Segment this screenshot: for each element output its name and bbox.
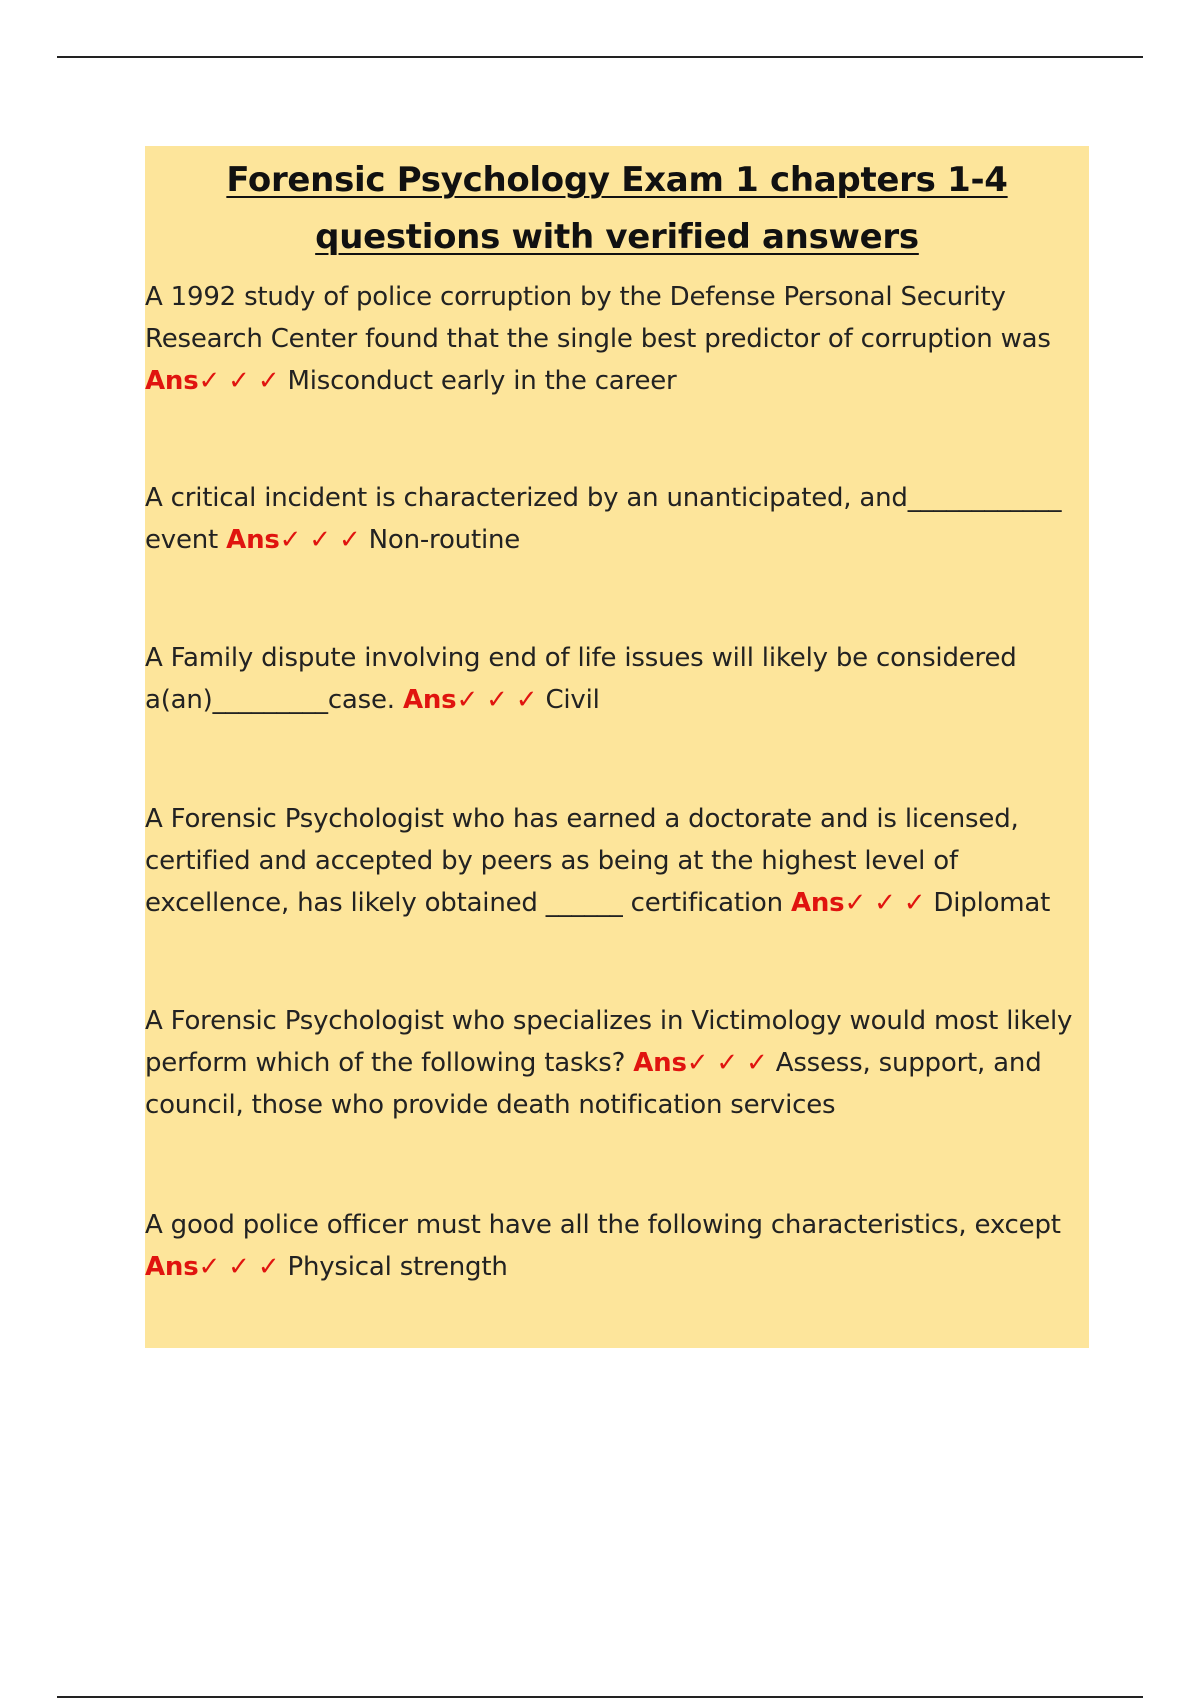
check-marks-icon: ✓ ✓ ✓ bbox=[456, 685, 538, 715]
bottom-rule bbox=[57, 1696, 1143, 1698]
check-marks-icon: ✓ ✓ ✓ bbox=[198, 366, 280, 396]
answer-text: Assess, support, and council, those who provide death notification services bbox=[145, 1048, 1042, 1120]
check-marks-icon: ✓ ✓ ✓ bbox=[279, 525, 361, 555]
question-text: A critical incident is characterized by an unanticipated, and____________ event bbox=[145, 483, 1062, 555]
qa-item bbox=[145, 1000, 1089, 1126]
check-marks-icon: ✓ ✓ ✓ bbox=[686, 1048, 768, 1078]
qa-item bbox=[145, 276, 1089, 402]
answer-text: Physical strength bbox=[287, 1252, 508, 1282]
qa-item bbox=[145, 798, 1089, 924]
top-rule bbox=[57, 56, 1143, 58]
answer-text: Civil bbox=[545, 685, 600, 715]
answer-label: Ans bbox=[790, 888, 845, 918]
answer-label: Ans bbox=[402, 685, 457, 715]
answer-text: Diplomat bbox=[933, 888, 1051, 918]
qa-item bbox=[145, 637, 1089, 721]
answer-text: Non-routine bbox=[368, 525, 521, 555]
question-text: A Family dispute involving end of life issues will likely be considered a(an)_________case. bbox=[145, 643, 1017, 715]
content-panel bbox=[145, 146, 1089, 1348]
answer-text: Misconduct early in the career bbox=[287, 366, 677, 396]
question-text: A Forensic Psychologist who specializes in Victimology would most likely perform which of the following tasks? bbox=[145, 1006, 1073, 1078]
document-title: Forensic Psychology Exam 1 chapters 1-4 questions with verified answers bbox=[226, 160, 1008, 257]
check-marks-icon: ✓ ✓ ✓ bbox=[844, 888, 926, 918]
answer-label: Ans bbox=[226, 525, 280, 555]
qa-item bbox=[145, 1204, 1089, 1288]
check-marks-icon: ✓ ✓ ✓ bbox=[198, 1252, 280, 1282]
question-text: A Forensic Psychologist who has earned a doctorate and is licensed, certified and accepted by peers as being at the highest level of excellence, has likely obtained ______ certification bbox=[145, 804, 1019, 918]
answer-label: Ans bbox=[145, 366, 199, 396]
answer-label: Ans bbox=[145, 1252, 199, 1282]
question-text: A good police officer must have all the following characteristics, except bbox=[145, 1210, 1061, 1240]
qa-item bbox=[145, 477, 1089, 561]
answer-label: Ans bbox=[633, 1048, 687, 1078]
question-text: A 1992 study of police corruption by the Defense Personal Security Research Center found that the single best predictor of corruption was bbox=[145, 282, 1051, 354]
